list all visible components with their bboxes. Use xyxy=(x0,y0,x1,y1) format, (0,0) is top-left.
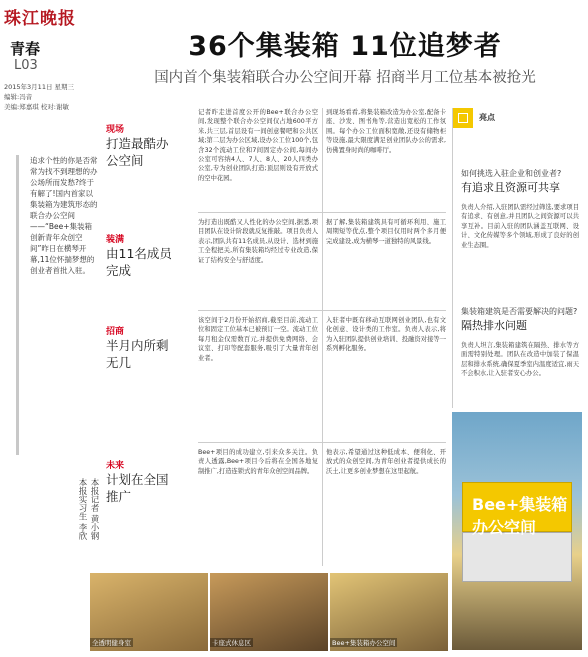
highlight-question-2: 集装箱建筑是否需要解决的问题? xyxy=(461,307,578,316)
photo-lounge xyxy=(210,573,328,651)
section-future-label xyxy=(106,458,176,505)
body-recruit-col1: 该空间于2月份开始招商,截至目前,流动工位和固定工位基本已被预订一空。流动工位每月租金仅需数百元,并提供免费网络、会议室、打印等配套服务,吸引了大量青年创业者。 xyxy=(198,317,318,362)
photo-lounge-caption: 卡座式休息区 xyxy=(212,639,251,647)
body-scene-col1: 记者昨走进首度公开的Bee+联合办公空间,发现整个联合办公空间仅占地600平方米,共三层,首层设有一间创意餐吧和公共区域;第二层为办公区域,设办公工位100个,包含32个流动工位和7间固定办公间,每间办公室可容纳4人、7人、8人、20人四类办公室,专为创业团队打造;顶层则设有开放式的空中花园。 xyxy=(198,109,318,182)
dateline-staff: 美编:郑嘉琪 校对:谢敏 xyxy=(4,103,69,111)
white-container-shape xyxy=(462,532,572,582)
intro-rule xyxy=(16,155,19,455)
kicker-future: 未来 xyxy=(106,461,125,471)
page-number: L03 xyxy=(14,58,38,73)
body-recruit-col2: 入驻者中既有移动互联网创业团队,也有文化创意、设计类的工作室。负责人表示,将为入驻团队提供创业培训、投融资对接等一系列孵化服务。 xyxy=(326,317,446,353)
highlight-badge-icon xyxy=(453,108,473,128)
highlight-qa xyxy=(461,168,579,313)
intro-paragraph: 追求个性的你是否常常为找不到理想的办公场所而发愁?终于有解了!国内首家以集装箱为建筑形态的联合办公空间——“Bee+集装箱创新青年众创空间”昨日在横琴开幕,11位怀揣梦想的创业者首批入驻。 xyxy=(30,156,98,275)
section-name: 青春 xyxy=(10,40,41,58)
photo-office xyxy=(330,573,448,651)
body-fill-col1: 为打造出既酷又人性化的办公空间,据悉,项目团队在设计阶段就反复推敲。项目负责人表示,团队共有11名成员,从设计、选材到施工全程把关,所有集装箱均经过专业改造,保证了结构安全与舒适度。 xyxy=(198,219,318,264)
intro-text xyxy=(30,155,98,276)
kicker-fill: 装满 xyxy=(106,235,125,245)
highlight-qa-2 xyxy=(461,306,579,421)
section-recruit-label xyxy=(106,324,176,371)
highlight-question: 如何挑选入驻企业和创业者? xyxy=(461,169,562,178)
subtitle-recruit: 半月内所剩无几 xyxy=(106,338,169,370)
body-fill-col2: 据了解,集装箱建筑具有可循环利用、施工周期短等优点,整个项目仅用时两个多月便完成建设,成为横琴一道独特的风景线。 xyxy=(326,219,446,245)
subtitle-future: 计划在全国推广 xyxy=(106,472,169,504)
dateline xyxy=(4,82,100,112)
kicker-scene: 现场 xyxy=(106,125,125,135)
body-future-col2: 他表示,希望通过这种低成本、便利化、开放式的众创空间,为青年创业者提供成长的沃土,让更多创业梦想在这里起航。 xyxy=(326,449,446,475)
photo-office-caption: Bee+集装箱办公空间 xyxy=(332,639,396,647)
highlight-answer: 有追求且资源可共享 xyxy=(461,181,560,194)
kicker-recruit: 招商 xyxy=(106,327,125,337)
reporter-byline: 本报记者 黄小钢 本报实习生 李欣 xyxy=(77,478,99,541)
photo-gym xyxy=(90,573,208,651)
highlight-box xyxy=(452,108,580,408)
column-divider xyxy=(322,108,323,566)
subtitle-fill: 由11名成员完成 xyxy=(106,246,172,278)
subheadline: 国内首个集装箱联合办公空间开幕 招商半月工位基本被抢光 xyxy=(154,70,536,86)
subtitle-scene: 打造最酷办公空间 xyxy=(106,136,169,168)
section-scene-label xyxy=(106,122,176,169)
masthead xyxy=(4,4,96,32)
body-scene-col2: 到现场看看,将集装箱改造为办公室,配备卡座、沙发、图书角等,营造出宽松的工作氛围。每个办公工位面积宽敞,还设有储物柜等设施,最大限度满足创业团队办公的需求,仿佛置身时尚的咖啡厅。 xyxy=(326,109,446,154)
dateline-date: 2015年3月11日 星期三 xyxy=(4,83,75,91)
bee-logo: Bee+集装箱办公空间 xyxy=(472,495,568,537)
highlight-text-2: 负责人坦言,集装箱建筑在隔热、排水等方面需特别处理。团队在改造中加装了保温层和排水系统,确保夏季室内温度适宜,雨天不会积水,让入驻者安心办公。 xyxy=(461,342,579,378)
highlight-tag: 亮点 xyxy=(479,113,495,122)
photo-gym-caption: 全透明健身室 xyxy=(92,639,131,647)
body-future-col1: Bee+项目的成功建立,引来众多关注。负责人透露,Bee+项目今后将在全国各地复制推广,打造连锁式的青年众创空间品牌。 xyxy=(198,449,318,475)
highlight-answer-2: 隔热排水问题 xyxy=(461,319,527,332)
dateline-editor: 编辑:冯音 xyxy=(4,93,33,101)
headline: 36个集装箱 11位追梦者 xyxy=(188,31,502,62)
masthead-logo: 珠江晚报 xyxy=(4,9,76,29)
highlight-text: 负责人介绍,入驻团队需经过筛选,要求项目有追求、有创意,并且团队之间资源可以共享互补。目前入驻的团队涵盖互联网、设计、文化传媒等多个领域,形成了良好的创业生态圈。 xyxy=(461,204,579,249)
container-building-photo xyxy=(452,412,582,650)
section-fill-label xyxy=(106,232,176,279)
